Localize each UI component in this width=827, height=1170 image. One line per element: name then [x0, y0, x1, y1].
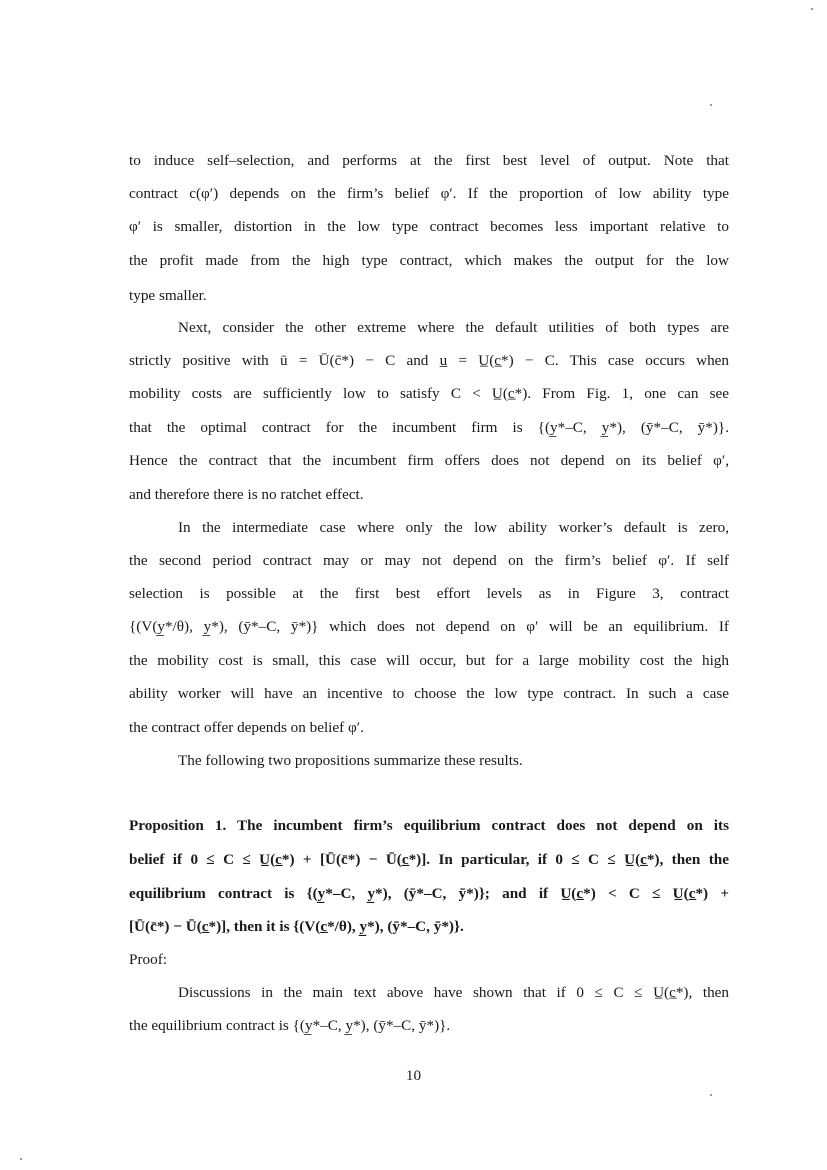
text-line: mobility costs are sufficiently low to satisfy C < U̲(c̲*). From Fig. 1, one can see	[129, 385, 729, 402]
text-line: {(V(y̲*/θ), y̲*), (ȳ*–C, ȳ*)} which does not depend on φ′ will be an equilibrium. If	[129, 618, 729, 635]
text-line: the second period contract may or may not depend on the firm’s belief φ′. If self	[129, 552, 729, 569]
scan-speck	[710, 104, 712, 106]
text-line: and therefore there is no ratchet effect.	[129, 486, 364, 503]
proposition-line: Proposition 1. The incumbent firm’s equilibrium contract does not depend on its	[129, 817, 729, 834]
scan-speck	[20, 1158, 22, 1160]
text-line: In the intermediate case where only the low ability worker’s default is zero,	[178, 519, 729, 536]
proposition-line: belief if 0 ≤ C ≤ U̲(c̲*) + [Ū(c̄*) − Ū(c̲*)]. In particular, if 0 ≤ C ≤ U̲(c̲*), then the	[129, 851, 729, 868]
text-line: φ′ is smaller, distortion in the low type contract becomes less important relative to	[129, 218, 729, 235]
proposition-line: [Ū(c̄*) − Ū(c̲*)], then it is {(V(c̲*/θ), y̲*), (ȳ*–C, ȳ*)}.	[129, 918, 464, 935]
text-line: The following two propositions summarize these results.	[178, 752, 523, 769]
text-line: the equilibrium contract is {(y̲*–C, y̲*), (ȳ*–C, ȳ*)}.	[129, 1017, 451, 1034]
proof-heading: Proof:	[129, 951, 167, 968]
text-line: Hence the contract that the incumbent firm offers does not depend on its belief φ′,	[129, 452, 729, 469]
text-line: contract c(φ′) depends on the firm’s belief φ′. If the proportion of low ability type	[129, 185, 729, 202]
text-line: selection is possible at the first best effort levels as in Figure 3, contract	[129, 585, 729, 602]
text-line: the mobility cost is small, this case will occur, but for a large mobility cost the high	[129, 652, 729, 669]
scan-speck	[710, 1094, 712, 1096]
text-line: Discussions in the main text above have shown that if 0 ≤ C ≤ U̲(c̲*), then	[178, 984, 729, 1001]
text-line: the contract offer depends on belief φ′.	[129, 719, 364, 736]
scan-speck	[811, 8, 813, 10]
text-line: to induce self–selection, and performs at the first best level of output. Note that	[129, 152, 729, 169]
text-line: the profit made from the high type contract, which makes the output for the low	[129, 252, 729, 269]
text-line: Next, consider the other extreme where the default utilities of both types are	[178, 319, 729, 336]
text-line: strictly positive with ū = Ū(c̄*) − C and u̲ = U̲(c̲*) − C. This case occurs when	[129, 352, 729, 369]
text-line: ability worker will have an incentive to choose the low type contract. In such a case	[129, 685, 729, 702]
proposition-line: equilibrium contract is {(y̲*–C, y̲*), (ȳ*–C, ȳ*)}; and if U̲(c̲*) < C ≤ U̲(c̲*) +	[129, 885, 729, 902]
page-number: 10	[405, 1067, 422, 1084]
text-line: type smaller.	[129, 287, 207, 304]
text-line: that the optimal contract for the incumbent firm is {(y̲*–C, y̲*), (ȳ*–C, ȳ*)}.	[129, 419, 729, 436]
